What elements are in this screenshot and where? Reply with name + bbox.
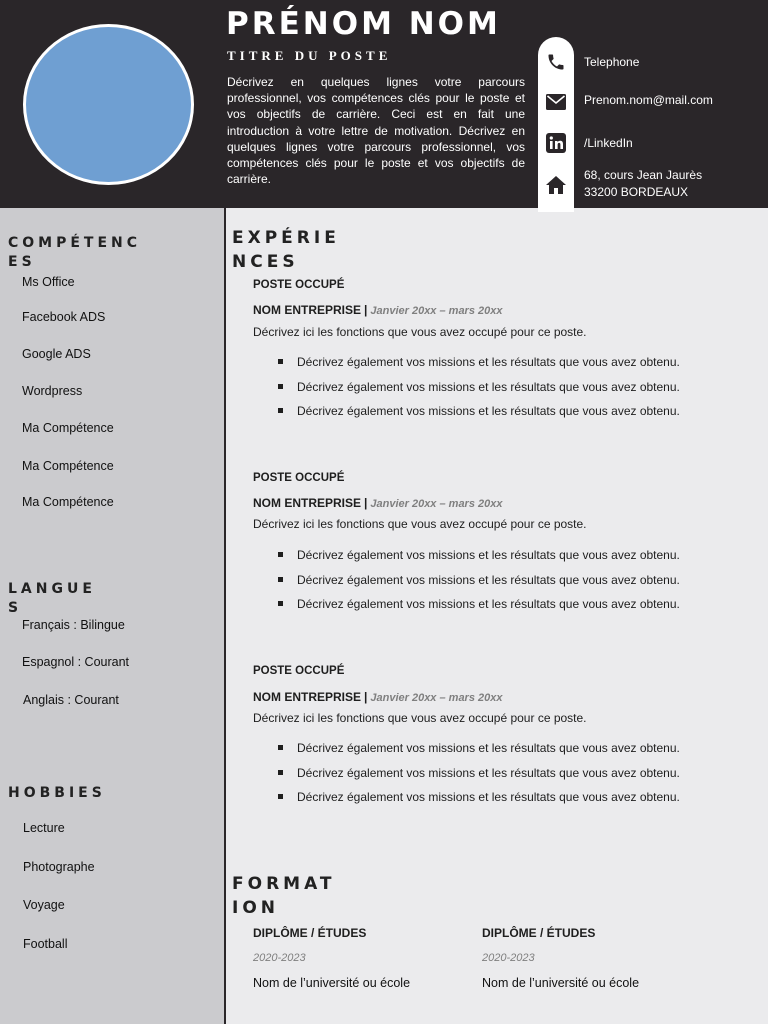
email-icon <box>544 90 568 114</box>
company-line <box>253 303 502 317</box>
degree-years: 2020-2023 <box>482 952 535 964</box>
job-bullet: Décrivez également vos missions et les résultats que vous avez obtenu. <box>278 548 680 562</box>
job-bullet: Décrivez également vos missions et les résultats que vous avez obtenu. <box>278 790 680 804</box>
skills-heading: COMPÉTENCES <box>8 235 142 270</box>
home-icon <box>544 173 568 197</box>
company-name: NOM ENTREPRISE <box>253 496 362 510</box>
separator: | <box>364 303 368 317</box>
skill-item: Ma Compétence <box>22 459 114 473</box>
skill-item: Ma Compétence <box>22 495 114 509</box>
job-description: Décrivez ici les fonctions que vous avez occupé pour ce poste. <box>253 325 587 339</box>
job-dates: Janvier 20xx – mars 20xx <box>370 305 503 317</box>
hobby-item: Lecture <box>23 821 65 835</box>
experience-heading: EXPÉRIENCES <box>232 228 340 272</box>
hobby-item: Football <box>23 937 68 951</box>
school-name: Nom de l’université ou école <box>253 976 411 990</box>
job-bullet: Décrivez également vos missions et les résultats que vous avez obtenu. <box>278 573 680 587</box>
job-dates: Janvier 20xx – mars 20xx <box>370 692 503 704</box>
company-name: NOM ENTREPRISE <box>253 690 362 704</box>
skill-item: Google ADS <box>22 347 91 361</box>
hobby-item: Voyage <box>23 898 65 912</box>
languages-heading: LANGUES <box>8 581 96 616</box>
job-post-title: POSTE OCCUPÉ <box>253 665 345 677</box>
phone-icon <box>544 50 568 74</box>
skill-item: Ms Office <box>22 275 75 289</box>
degree-title: DIPLÔME / ÉTUDES <box>482 926 596 940</box>
company-line <box>253 690 502 704</box>
hobbies-heading: HOBBIES <box>8 785 106 801</box>
intro-paragraph: Décrivez en quelques lignes votre parcours professionnel, vos compétences clés pour le poste et vos objectifs de carrière. Ceci est en fait une introduction à votre lettre de motivation. Décrivez en quelques lignes votre parcours professionnel, vos compétences clés pour le poste et vos objectifs de carrière. <box>227 75 525 187</box>
contact-address <box>584 167 702 201</box>
school-name: Nom de l’université ou école <box>482 976 640 990</box>
job-bullet: Décrivez également vos missions et les résultats que vous avez obtenu. <box>278 597 680 611</box>
contact-phone[interactable]: Telephone <box>584 55 640 69</box>
column-divider <box>224 208 226 1024</box>
language-item: Espagnol : Courant <box>22 655 130 669</box>
job-bullet: Décrivez également vos missions et les résultats que vous avez obtenu. <box>278 404 680 418</box>
profile-photo <box>23 24 194 185</box>
job-post-title: POSTE OCCUPÉ <box>253 279 345 291</box>
linkedin-icon <box>544 131 568 155</box>
job-dates: Janvier 20xx – mars 20xx <box>370 498 503 510</box>
job-post-title: POSTE OCCUPÉ <box>253 472 345 484</box>
job-title: TITRE DU POSTE <box>227 48 392 63</box>
hobby-item: Photographe <box>23 860 95 874</box>
language-item: Anglais : Courant <box>23 693 119 707</box>
education-heading: FORMATION <box>232 874 336 918</box>
separator: | <box>364 496 368 510</box>
separator: | <box>364 690 368 704</box>
job-description: Décrivez ici les fonctions que vous avez occupé pour ce poste. <box>253 711 587 725</box>
skill-item: Wordpress <box>22 384 83 398</box>
contact-linkedin[interactable]: /LinkedIn <box>584 136 633 150</box>
company-name: NOM ENTREPRISE <box>253 303 362 317</box>
company-line <box>253 496 502 510</box>
job-bullet: Décrivez également vos missions et les résultats que vous avez obtenu. <box>278 380 680 394</box>
skill-item: Facebook ADS <box>22 310 106 324</box>
job-bullet: Décrivez également vos missions et les résultats que vous avez obtenu. <box>278 355 680 369</box>
contact-email[interactable]: Prenom.nom@mail.com <box>584 93 713 107</box>
job-bullet: Décrivez également vos missions et les résultats que vous avez obtenu. <box>278 766 680 780</box>
address-line-2: 33200 BORDEAUX <box>584 185 689 199</box>
job-bullet: Décrivez également vos missions et les résultats que vous avez obtenu. <box>278 741 680 755</box>
address-line-1: 68, cours Jean Jaurès <box>584 168 703 182</box>
degree-years: 2020-2023 <box>253 952 306 964</box>
language-item: Français : Bilingue <box>22 618 125 632</box>
skill-item: Ma Compétence <box>22 421 114 435</box>
job-description: Décrivez ici les fonctions que vous avez occupé pour ce poste. <box>253 517 587 531</box>
candidate-name: PRÉNOM NOM <box>226 6 501 42</box>
degree-title: DIPLÔME / ÉTUDES <box>253 926 367 940</box>
